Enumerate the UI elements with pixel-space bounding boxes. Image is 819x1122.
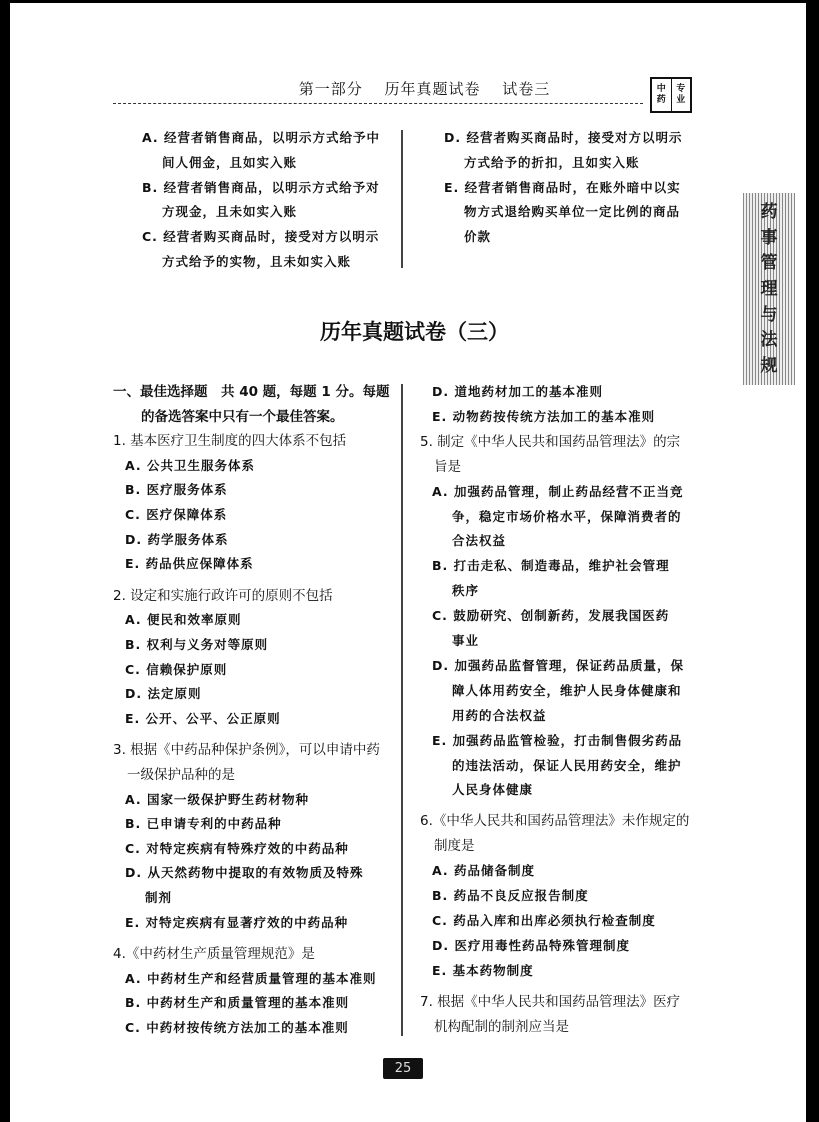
- question-line: 3. 根据《中药品种保护条例》，可以申请中药: [113, 742, 380, 759]
- option-line: B. 经营者销售商品，以明示方式给予对: [142, 179, 380, 195]
- question-line: 6.《中华人民共和国药品管理法》未作规定的: [420, 813, 690, 830]
- running-header: [0, 78, 819, 99]
- option-line: E. 药品供应保障体系: [125, 556, 254, 572]
- option-line: A. 公共卫生服务体系: [125, 457, 256, 473]
- option-line: B. 打击走私、制造毒品，维护社会管理: [432, 558, 670, 574]
- question-line: 2. 设定和实施行政许可的原则不包括: [113, 587, 333, 604]
- section-heading-continuation: 的备选答案中只有一个最佳答案。: [141, 408, 344, 425]
- option-line: E. 经营者销售商品时，在账外暗中以实: [444, 179, 681, 195]
- scan-border-top: [0, 0, 819, 3]
- option-continuation: 方式给予的实物，且未如实入账: [162, 254, 352, 269]
- option-continuation: 的违法活动，保证人民用药安全，维护: [452, 757, 682, 773]
- option-continuation: 制剂: [145, 890, 173, 905]
- option-continuation: 合法权益: [452, 533, 507, 549]
- option-continuation: 秩序: [452, 583, 480, 599]
- option-continuation: 争，稳定市场价格水平，保障消费者的: [452, 508, 682, 524]
- option-line: C. 药品入库和出库必须执行检查制度: [432, 912, 656, 928]
- option-line: C. 对特定疾病有特殊疗效的中药品种: [125, 840, 349, 856]
- header-rule: [113, 103, 643, 104]
- question-line: 5. 制定《中华人民共和国药品管理法》的宗: [420, 433, 681, 450]
- column-divider-main: [401, 384, 403, 1036]
- side-thumb-tab: 药 事 管 理 与 法 规: [743, 193, 795, 385]
- header-part: 第一部分: [298, 80, 363, 98]
- option-continuation: 方现金，且未如实入账: [162, 204, 298, 220]
- question-continuation: 一级保护品种的是: [127, 767, 235, 783]
- option-continuation: 间人佣金，且如实入账: [162, 154, 298, 170]
- option-line: C. 信赖保护原则: [125, 661, 228, 677]
- header-section: 历年真题试卷: [384, 80, 481, 98]
- option-line: A. 加强药品管理，制止药品经营不正当竞: [432, 483, 684, 499]
- option-line: D. 医疗用毒性药品特殊管理制度: [432, 937, 630, 953]
- option-continuation: 物方式退给购买单位一定比例的商品: [464, 204, 681, 220]
- option-line: A. 中药材生产和经营质量管理的基本准则: [125, 970, 377, 986]
- question-line: 4.《中药材生产质量管理规范》是: [113, 946, 315, 963]
- option-line: D. 经营者购买商品时，接受对方以明示: [444, 130, 683, 145]
- option-line: A. 国家一级保护野生药材物种: [125, 791, 310, 807]
- option-line: E. 对特定疾病有显著疗效的中药品种: [125, 914, 349, 930]
- option-line: C. 中药材按传统方法加工的基本准则: [125, 1020, 349, 1035]
- option-line: A. 药品储备制度: [432, 863, 536, 879]
- question-continuation: 机构配制的制剂应当是: [434, 1018, 569, 1035]
- option-line: D. 加强药品监督管理，保证药品质量，保: [432, 657, 684, 673]
- option-line: B. 医疗服务体系: [125, 482, 228, 498]
- option-continuation: 方式给予的折扣，且如实入账: [464, 154, 640, 170]
- option-line: C. 医疗保障体系: [125, 507, 228, 522]
- option-line: D. 法定原则: [125, 686, 202, 702]
- option-line: D. 药学服务体系: [125, 531, 229, 547]
- question-continuation: 制度是: [434, 838, 475, 855]
- option-line: E. 基本药物制度: [432, 962, 534, 978]
- scan-border-right: [806, 0, 819, 1122]
- option-continuation: 事业: [452, 633, 480, 648]
- book-logo-icon: 中 药 专 业: [650, 77, 692, 113]
- question-line: 7. 根据《中华人民共和国药品管理法》医疗: [420, 993, 681, 1010]
- section-heading: 一、最佳选择题 共 40 题，每题 1 分。每题: [113, 384, 390, 400]
- page-number: 25: [383, 1058, 423, 1079]
- option-continuation: 价款: [464, 229, 492, 245]
- header-paper: 试卷三: [502, 80, 551, 98]
- option-line: D. 从天然药物中提取的有效物质及特殊: [125, 865, 364, 881]
- option-line: B. 已申请专利的中药品种: [125, 816, 282, 832]
- option-line: B. 权利与义务对等原则: [125, 637, 269, 652]
- option-continuation: 用药的合法权益: [452, 707, 547, 723]
- question-line: 1. 基本医疗卫生制度的四大体系不包括: [113, 433, 347, 450]
- option-line: A. 经营者销售商品，以明示方式给予中: [142, 130, 381, 145]
- option-line: C. 鼓励研究、创制新药，发展我国医药: [432, 608, 670, 624]
- option-continuation: 人民身体健康: [452, 782, 534, 798]
- option-line: B. 药品不良反应报告制度: [432, 888, 589, 903]
- option-line: C. 经营者购买商品时，接受对方以明示: [142, 229, 380, 245]
- option-line: B. 中药材生产和质量管理的基本准则: [125, 995, 350, 1011]
- scan-border-left: [0, 0, 10, 1122]
- option-line: E. 加强药品监管检验，打击制售假劣药品: [432, 732, 683, 748]
- column-divider-top: [401, 130, 403, 268]
- question-continuation: 旨是: [434, 458, 461, 475]
- option-line: E. 动物药按传统方法加工的基本准则: [432, 408, 656, 424]
- option-line: D. 道地药材加工的基本准则: [432, 384, 603, 399]
- paper-title: 历年真题试卷（三）: [320, 320, 509, 344]
- option-continuation: 障人体用药安全，维护人民身体健康和: [452, 682, 682, 698]
- option-line: E. 公开、公平、公正原则: [125, 710, 281, 726]
- option-line: A. 便民和效率原则: [125, 612, 242, 628]
